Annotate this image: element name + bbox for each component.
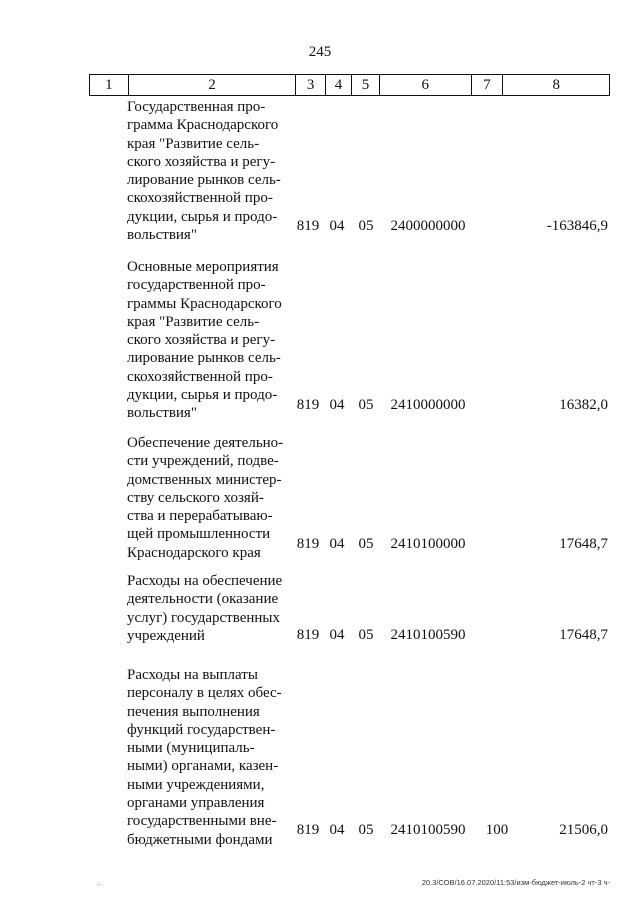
row-code-3: 819 <box>296 536 320 552</box>
document-footer-id: 20.3/СОВ/16.07.2020/11:53/изм-бюджет-июль-2 чт-3 ч- <box>421 878 610 887</box>
column-header-8: 8 <box>502 75 609 95</box>
row-code-4: 04 <box>329 397 345 413</box>
column-header-2: 2 <box>128 75 295 95</box>
row-code-6: 2400000000 <box>390 218 466 234</box>
column-header-3: 3 <box>295 75 325 95</box>
row-description: Основные мероприятия государственной про- граммы Краснодарского края "Развитие сель- ского хозяйства и регу- лирование рынков сель- скохозяйственной про- дукции, сырья и продо- вольствия" <box>127 259 282 422</box>
row-amount: 17648,7 <box>559 627 608 643</box>
row-code-5: 05 <box>358 822 374 838</box>
row-code-4: 04 <box>329 627 345 643</box>
row-amount: 17648,7 <box>559 536 608 552</box>
row-code-4: 04 <box>329 536 345 552</box>
row-code-4: 04 <box>329 218 345 234</box>
column-header-4: 4 <box>325 75 351 95</box>
row-description: Расходы на выплаты персоналу в целях обес- печения выполнения функций государствен- ными (муниципаль- ными) органами, казен- ными учреждениями, органами управления государственными вне- бюджетными фондами <box>127 667 282 848</box>
row-code-5: 05 <box>358 218 374 234</box>
column-header-1: 1 <box>105 76 113 93</box>
row-code-7: 100 <box>485 822 509 838</box>
row-code-6: 2410100590 <box>390 627 466 643</box>
column-header-6: 6 <box>379 75 471 95</box>
row-code-5: 05 <box>358 627 374 643</box>
column-header-5: 5 <box>351 75 379 95</box>
row-code-3: 819 <box>296 822 320 838</box>
row-code-3: 819 <box>296 218 320 234</box>
column-header-7: 7 <box>471 75 503 95</box>
row-code-5: 05 <box>358 536 374 552</box>
row-code-5: 05 <box>358 397 374 413</box>
row-code-6: 2410100000 <box>390 536 466 552</box>
page-number: 245 <box>308 44 332 60</box>
row-code-6: 2410100590 <box>390 822 466 838</box>
row-code-3: 819 <box>296 397 320 413</box>
row-amount: 16382,0 <box>559 397 608 413</box>
row-description: Расходы на обеспечение деятельности (оказание услуг) государственных учреждений <box>127 573 283 644</box>
row-amount: -163846,9 <box>546 218 608 234</box>
row-description: Обеспечение деятельно- сти учреждений, подве- домственных министер- ству сельского хозяй- ства и перерабатываю- щей промышленности Краснодарского края <box>127 435 284 561</box>
row-code-6: 2410000000 <box>390 397 466 413</box>
table-header-row <box>89 74 610 96</box>
row-description: Государственная про- грамма Краснодарского края "Развитие сель- ского хозяйства и регу- лирование рынков сель- скохозяйственной про- дукции, сырья и продо- вольствия" <box>127 99 281 244</box>
row-code-4: 04 <box>329 822 345 838</box>
row-code-3: 819 <box>296 627 320 643</box>
scan-artifact-mark: ⁘ <box>96 881 102 889</box>
row-amount: 21506,0 <box>559 822 608 838</box>
